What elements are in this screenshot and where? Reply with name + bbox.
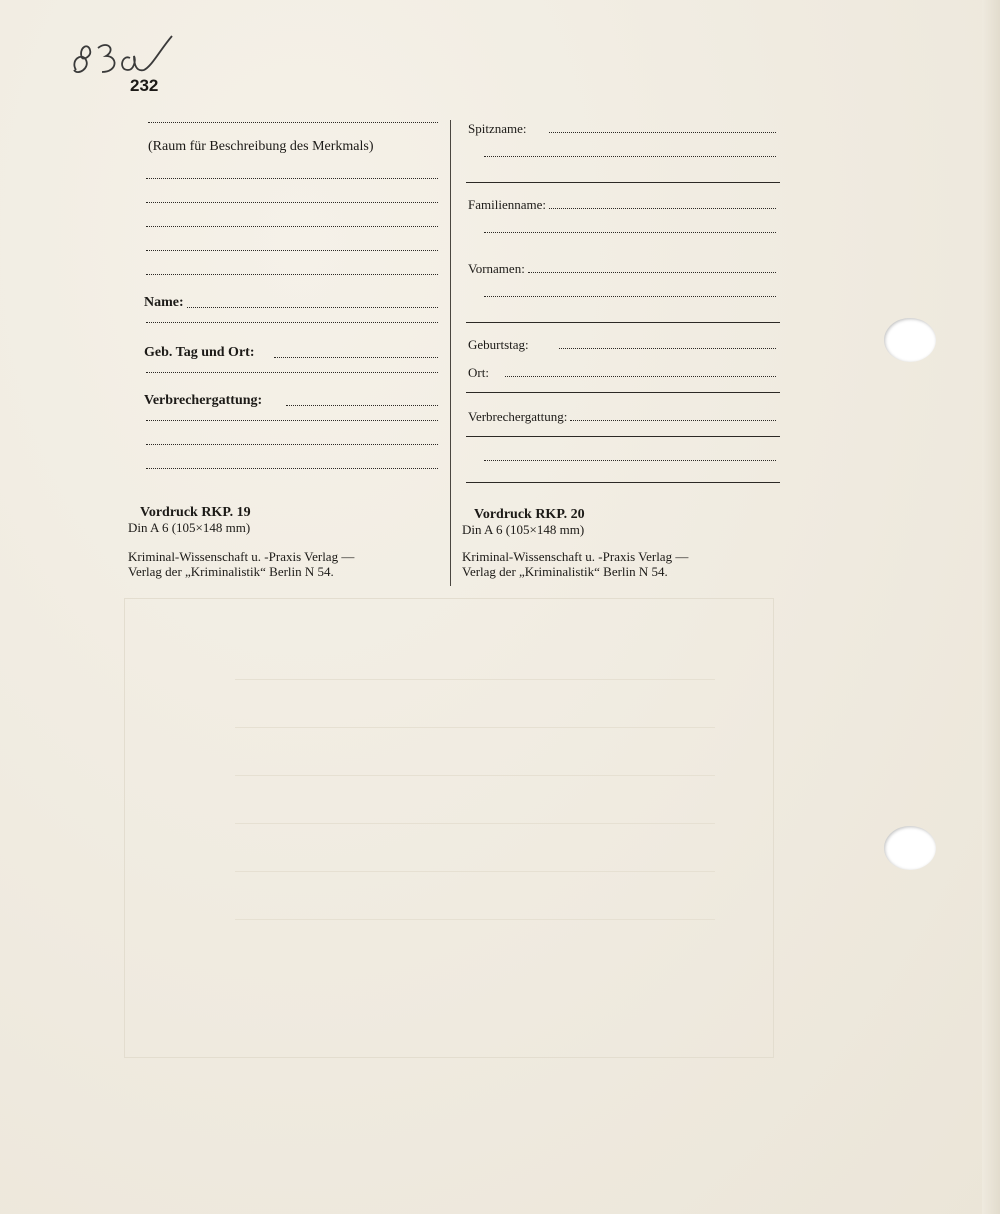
blank-line[interactable] [148,122,438,123]
blank-row [146,202,438,205]
spitzname-field[interactable] [549,132,777,133]
publisher-line1: Kriminal-Wissenschaft u. -Praxis Verlag — [128,549,355,564]
ort-label: Ort: [468,365,489,380]
blank-row [146,444,438,447]
vornamen-row [468,262,776,275]
geb-label: Geb. Tag und Ort: [144,345,255,360]
publisher-info [462,550,688,580]
blank-row [484,460,776,463]
blank-line[interactable] [484,156,776,157]
geb-row [144,346,438,360]
familienname-label: Familienname: [468,197,546,212]
familienname-row [468,198,776,211]
spitzname-label: Spitzname: [468,121,527,136]
blank-row [146,178,438,181]
blank-line[interactable] [146,226,438,227]
raum-caption-row [148,140,448,154]
blank-line[interactable] [484,296,776,297]
blank-line[interactable] [146,444,438,445]
blank-row [484,156,776,159]
familienname-field[interactable] [549,208,776,209]
page-number: 232 [130,76,159,95]
publisher-line2: Verlag der „Kriminalistik“ Berlin N 54. [128,563,334,579]
verbrecher-field[interactable] [570,420,776,421]
vornamen-label: Vornamen: [468,261,525,276]
punch-hole-bottom [884,826,936,870]
blank-row [146,226,438,229]
form-size: Din A 6 (105×148 mm) [462,522,585,537]
verbrecher-label: Verbrechergattung: [468,409,568,424]
blank-row [146,372,438,375]
blank-line[interactable] [146,202,438,203]
section-rule [466,436,780,437]
blank-row [146,322,438,325]
name-label: Name: [144,295,184,310]
form-size: Din A 6 (105×148 mm) [128,520,251,535]
blank-line[interactable] [146,274,438,275]
blank-line[interactable] [146,250,438,251]
card-divider [450,120,451,586]
raum-line [148,122,438,125]
handwritten-annotation [68,30,178,90]
blank-row [146,274,438,277]
ort-row [468,366,776,379]
geburtstag-field[interactable] [559,348,776,349]
vornamen-field[interactable] [528,272,776,273]
form-footer [128,506,354,580]
blank-line[interactable] [484,232,776,233]
form-title: Vordruck RKP. 19 [140,505,251,520]
verbrecher-row [468,410,776,423]
spitzname-row [468,122,776,135]
form-footer [462,508,688,580]
blank-row [146,468,438,471]
geburtstag-label: Geburtstag: [468,337,529,352]
paper-edge [982,0,1000,1214]
blank-row [146,420,438,423]
name-field[interactable] [187,307,438,308]
blank-line[interactable] [146,178,438,179]
publisher-line1: Kriminal-Wissenschaft u. -Praxis Verlag — [462,549,689,564]
punch-hole-top [884,318,936,362]
section-rule [466,182,780,183]
raum-caption: (Raum für Beschreibung des Merkmals) [148,139,374,154]
section-rule [466,322,780,323]
publisher-info [128,550,354,580]
blank-row [146,250,438,253]
show-through-area [124,598,774,1058]
verbrecher-field[interactable] [286,405,438,406]
blank-line[interactable] [146,468,438,469]
section-rule [466,392,780,393]
blank-line[interactable] [146,322,438,323]
geb-field[interactable] [274,357,438,358]
form-title: Vordruck RKP. 20 [474,507,585,522]
blank-row [484,296,776,299]
blank-line[interactable] [484,460,776,461]
verbrecher-label: Verbrechergattung: [144,393,263,408]
ort-field[interactable] [505,376,776,377]
verbrecher-row [144,394,438,408]
blank-line[interactable] [146,420,438,421]
blank-line[interactable] [146,372,438,373]
geburtstag-row [468,338,776,351]
publisher-line2: Verlag der „Kriminalistik“ Berlin N 54. [462,563,668,579]
blank-row [484,232,776,235]
section-rule [466,482,780,483]
name-row [144,296,438,310]
